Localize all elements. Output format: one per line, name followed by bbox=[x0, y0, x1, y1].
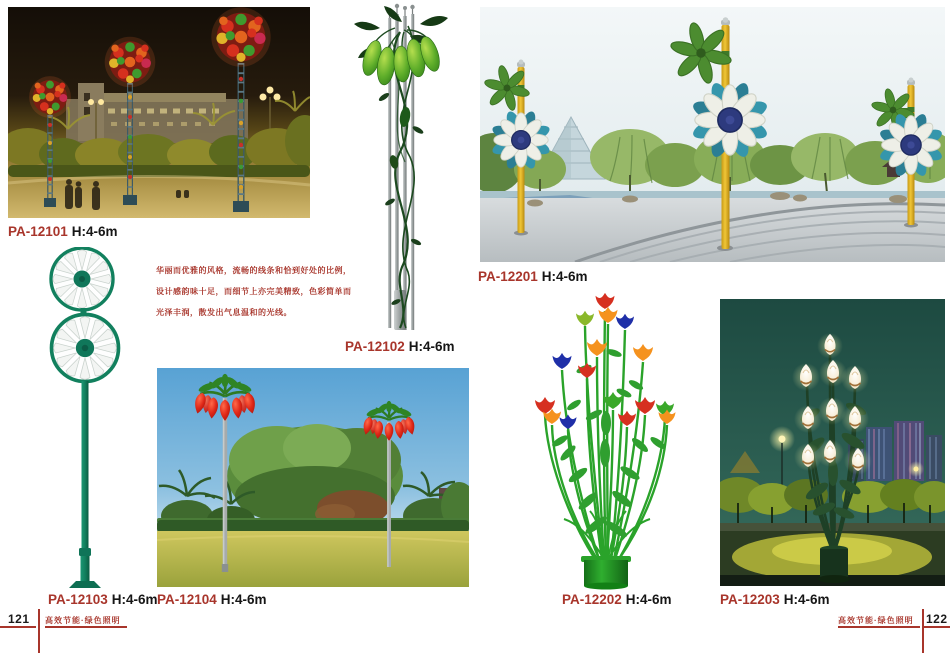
product-id: PA-12102 bbox=[345, 339, 405, 354]
mango-vine-pole bbox=[350, 2, 470, 332]
lotus-lamp-night-scene bbox=[720, 299, 945, 586]
product-spec: H:4-6m bbox=[408, 339, 455, 354]
product-spec: H:4-6m bbox=[783, 592, 830, 607]
description-line: 设计感韵味十足，而细节上亦完美精致，色彩简单而 bbox=[156, 287, 352, 296]
description-line: 光泽丰润，散发出气息温和的光线。 bbox=[156, 308, 292, 317]
footer-underline-right bbox=[922, 626, 950, 628]
product-description bbox=[156, 260, 352, 323]
product-label-pa-12201 bbox=[478, 269, 588, 284]
night-flowerball-scene bbox=[8, 7, 310, 218]
product-spec: H:4-6m bbox=[111, 592, 158, 607]
product-illustration-pa-12102 bbox=[350, 2, 470, 332]
product-spec: H:4-6m bbox=[541, 269, 588, 284]
product-label-pa-12102 bbox=[345, 339, 455, 354]
product-label-pa-12101 bbox=[8, 224, 118, 239]
tulip-bouquet-lamp bbox=[518, 293, 718, 591]
footer-divider-left bbox=[38, 609, 40, 653]
product-label-pa-12202 bbox=[562, 592, 672, 607]
footer-slogan-right: 高效节能·绿色照明 bbox=[838, 616, 914, 625]
product-spec: H:4-6m bbox=[71, 224, 118, 239]
product-illustration-pa-12103 bbox=[15, 247, 150, 588]
pinwheel-park-scene bbox=[480, 7, 945, 262]
footer-underline-left bbox=[0, 626, 36, 628]
product-id: PA-12203 bbox=[720, 592, 780, 607]
product-label-pa-12203 bbox=[720, 592, 830, 607]
product-label-pa-12104 bbox=[157, 592, 267, 607]
product-photo-pa-12101 bbox=[8, 7, 310, 218]
product-photo-pa-12201 bbox=[480, 7, 945, 262]
chili-lamp-scene bbox=[157, 368, 469, 587]
product-id: PA-12103 bbox=[48, 592, 108, 607]
page-number-right: 122 bbox=[926, 612, 948, 626]
product-spec: H:4-6m bbox=[625, 592, 672, 607]
product-photo-pa-12203 bbox=[720, 299, 945, 586]
description-line: 华丽而优雅的风格，流畅的线条和恰到好处的比例， bbox=[156, 266, 352, 275]
product-id: PA-12104 bbox=[157, 592, 217, 607]
footer-slogan-underline-right bbox=[838, 626, 920, 628]
footer-slogan-underline-left bbox=[45, 626, 127, 628]
page-number-left: 121 bbox=[8, 612, 30, 626]
footer-divider-right bbox=[922, 609, 924, 653]
product-photo-pa-12104 bbox=[157, 368, 469, 587]
product-label-pa-12103 bbox=[48, 592, 158, 607]
double-wheel-lamp bbox=[15, 247, 150, 588]
product-id: PA-12202 bbox=[562, 592, 622, 607]
product-spec: H:4-6m bbox=[220, 592, 267, 607]
product-illustration-pa-12202 bbox=[518, 293, 718, 591]
product-id: PA-12101 bbox=[8, 224, 68, 239]
footer-slogan-left: 高效节能·绿色照明 bbox=[45, 616, 121, 625]
product-id: PA-12201 bbox=[478, 269, 538, 284]
